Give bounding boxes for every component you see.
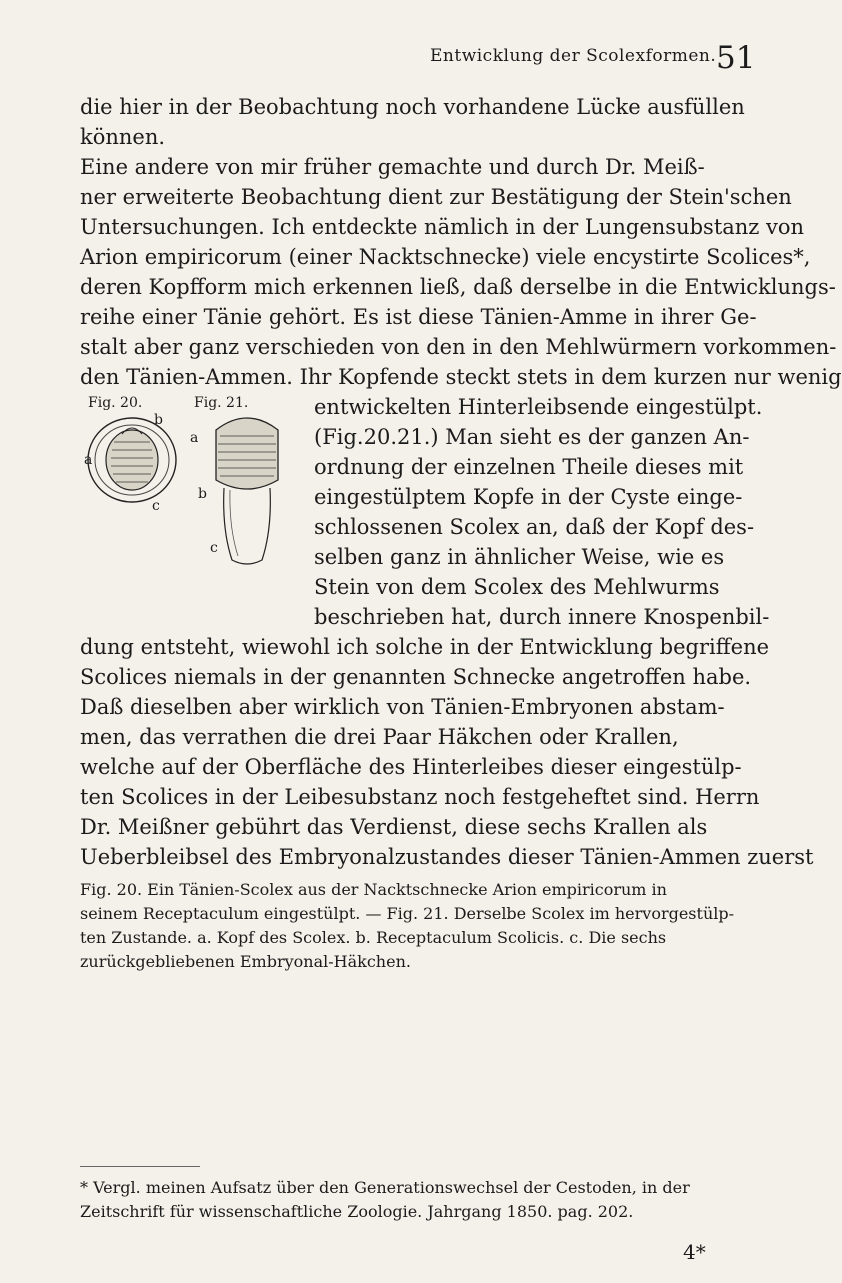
page-number: 51	[716, 40, 756, 76]
footnote-line: Zeitschrift für wissenschaftliche Zoologie. Jahrgang 1850. pag. 202.	[80, 1202, 634, 1221]
fig20-label: Fig. 20.	[88, 395, 143, 411]
footnote-divider	[80, 1166, 200, 1167]
text-line: men, das verrathen die drei Paar Häkchen oder Krallen,	[80, 725, 679, 749]
page-header	[0, 42, 800, 82]
text-line: Eine andere von mir früher gemachte und durch Dr. Meiß-	[80, 155, 705, 179]
running-title: Entwicklung der Scolexformen.	[430, 46, 717, 66]
fig20-letter-a: a	[84, 452, 93, 468]
text-line: Ueberbleibsel des Embryonalzustandes dieser Tänien-Ammen zuerst	[80, 845, 814, 869]
text-line: Scolices niemals in der genannten Schnecke angetroffen habe.	[80, 665, 752, 689]
fig21-letter-a: a	[190, 430, 199, 446]
text-line: Arion empiricorum (einer Nacktschnecke) viele encystirte Scolices*,	[80, 245, 811, 269]
text-line: Untersuchungen. Ich entdeckte nämlich in der Lungensubstanz von	[80, 215, 805, 239]
sheet-signature: 4*	[683, 1240, 706, 1264]
figure-caption-line: seinem Receptaculum eingestülpt. — Fig. 21. Derselbe Scolex im hervorgestülp-	[80, 904, 735, 923]
fig21-label: Fig. 21.	[194, 395, 249, 411]
figure-caption-line: ten Zustande. a. Kopf des Scolex. b. Receptaculum Scolicis. c. Die sechs	[80, 928, 667, 947]
text-line: entwickelten Hinterleibsende eingestülpt.	[314, 395, 763, 419]
text-line: können.	[80, 125, 166, 149]
text-line: (Fig.20.21.) Man sieht es der ganzen An-	[314, 425, 750, 449]
text-line: reihe einer Tänie gehört. Es ist diese Tänien-Amme in ihrer Ge-	[80, 305, 757, 329]
text-line: ner erweiterte Beobachtung dient zur Bestätigung der Stein'schen	[80, 185, 792, 209]
text-line: den Tänien-Ammen. Ihr Kopfende steckt stets in dem kurzen nur wenig	[80, 365, 842, 389]
fig21-letter-b: b	[198, 486, 207, 502]
text-line: Dr. Meißner gebührt das Verdienst, diese sechs Krallen als	[80, 815, 708, 839]
figure-caption-line: zurückgebliebenen Embryonal-Häkchen.	[80, 952, 411, 971]
text-line: die hier in der Beobachtung noch vorhandene Lücke ausfüllen	[80, 95, 745, 119]
text-line: deren Kopfform mich erkennen ließ, daß derselbe in die Entwicklungs-	[80, 275, 836, 299]
text-line: schlossenen Scolex an, daß der Kopf des-	[314, 515, 755, 539]
text-line: stalt aber ganz verschieden von den in den Mehlwürmern vorkommen-	[80, 335, 837, 359]
fig21-letter-c: c	[210, 540, 218, 556]
text-line: Stein von dem Scolex des Mehlwurms	[314, 575, 720, 599]
text-line: dung entsteht, wiewohl ich solche in der Entwicklung begriffene	[80, 635, 770, 659]
fig20-letter-b: b	[154, 412, 163, 428]
text-line: eingestülptem Kopfe in der Cyste einge-	[314, 485, 743, 509]
fig20-letter-c: c	[152, 498, 160, 514]
figure-20-encysted-scolex	[82, 412, 182, 508]
footnote-line: * Vergl. meinen Aufsatz über den Generationswechsel der Cestoden, in der	[80, 1178, 690, 1197]
text-line: selben ganz in ähnlicher Weise, wie es	[314, 545, 725, 569]
text-line: ten Scolices in der Leibesubstanz noch festgeheftet sind. Herrn	[80, 785, 760, 809]
text-line: ordnung der einzelnen Theile dieses mit	[314, 455, 744, 479]
text-line: beschrieben hat, durch innere Knospenbil-	[314, 605, 770, 629]
text-line: Daß dieselben aber wirklich von Tänien-Embryonen abstam-	[80, 695, 725, 719]
text-line: welche auf der Oberfläche des Hinterleibes dieser eingestülp-	[80, 755, 742, 779]
figure-caption-line: Fig. 20. Ein Tänien-Scolex aus der Nacktschnecke Arion empiricorum in	[80, 880, 667, 899]
